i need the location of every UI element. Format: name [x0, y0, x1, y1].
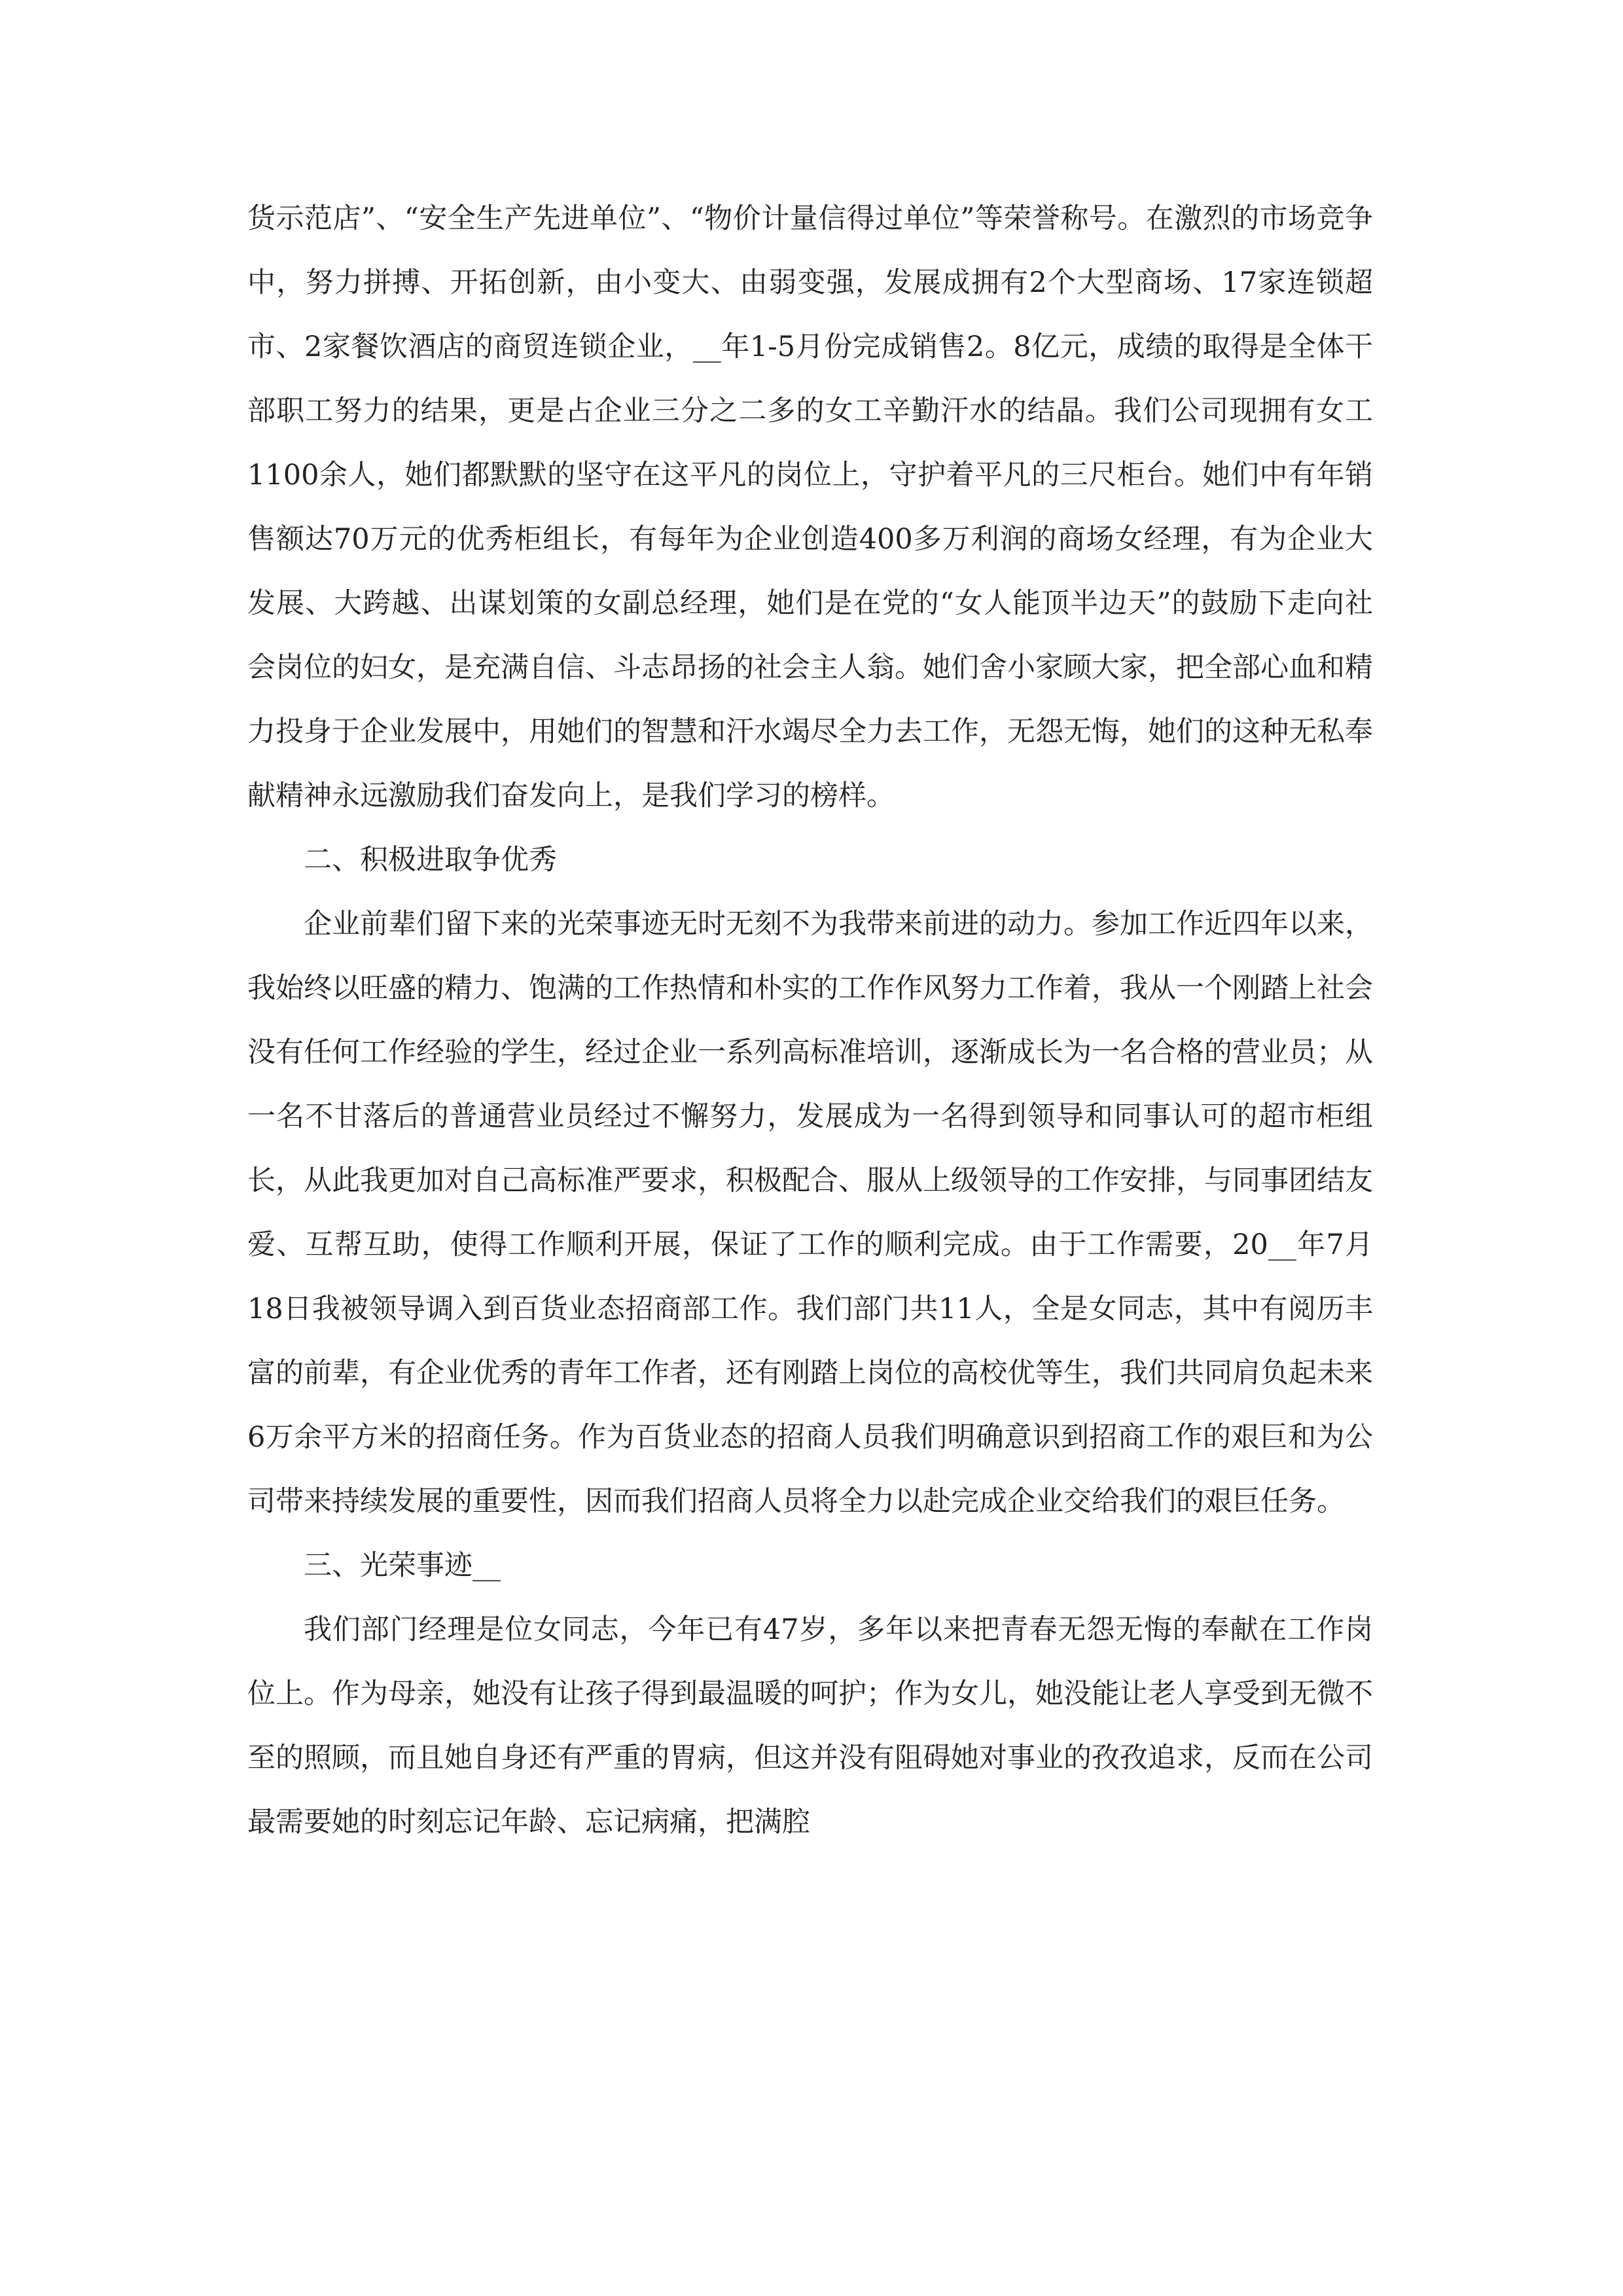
paragraph-deeds: 我们部门经理是位女同志，今年已有47岁，多年以来把青春无怨无悔的奉献在工作岗位上。作为母亲，她没有让孩子得到最温暖的呵护；作为女儿，她没能让老人享受到无微不至的照顾，而且她自身还有严重的胃病，但这并没有阻碍她对事业的孜孜追求，反而在公司最需要她的时刻忘记年龄、忘记病痛，把满腔 [247, 1613, 1373, 1839]
section-heading-2: 二、积极进取争优秀 [304, 844, 557, 876]
paragraph-honors: 货示范店”、“安全生产先进单位”、“物价计量信得过单位”等荣誉称号。在激烈的市场竞争中，努力拼搏、开拓创新，由小变大、由弱变强，发展成拥有2个大型商场、17家连锁超市、2家餐饮酒店的商贸连锁企业，__年1-5月份完成销售2。8亿元，成绩的取得是全体干部职工努力的结果，更是占企业三分之二多的女工辛勤汗水的结晶。我们公司现拥有女工1100余人，她们都默默的坚守在这平凡的岗位上，守护着平凡的三尺柜台。她们中有年销售额达70万元的优秀柜组长，有每年为企业创造400多万利润的商场女经理，有为企业大发展、大跨越、出谋划策的女副总经理，她们是在党的“女人能顶半边天”的鼓励下走向社会岗位的妇女，是充满自信、斗志昂扬的社会主人翁。她们舍小家顾大家，把全部心血和精力投身于企业发展中，用她们的智慧和汗水竭尽全力去工作，无怨无悔，她们的这种无私奉献精神永远激励我们奋发向上，是我们学习的榜样。 [247, 202, 1373, 812]
paragraph-progress: 企业前辈们留下来的光荣事迹无时无刻不为我带来前进的动力。参加工作近四年以来，我始终以旺盛的精力、饱满的工作热情和朴实的工作作风努力工作着，我从一个刚踏上社会没有任何工作经验的学生，经过企业一系列高标准培训，逐渐成长为一名合格的营业员；从一名不甘落后的普通营业员经过不懈努力，发展成为一名得到领导和同事认可的超市柜组长，从此我更加对自己高标准严要求，积极配合、服从上级领导的工作安排，与同事团结友爱、互帮互助，使得工作顺利开展，保证了工作的顺利完成。由于工作需要，20__年7月18日我被领导调入到百货业态招商部工作。我们部门共11人，全是女同志，其中有阅历丰富的前辈，有企业优秀的青年工作者，还有刚踏上岗位的高校优等生，我们共同肩负起未来6万余平方米的招商任务。作为百货业态的招商人员我们明确意识到招商工作的艰巨和为公司带来持续发展的重要性，因而我们招商人员将全力以赴完成企业交给我们的艰巨任务。 [247, 908, 1373, 1518]
document-page [247, 187, 1373, 1854]
section-heading-3: 三、光荣事迹__ [304, 1549, 501, 1582]
